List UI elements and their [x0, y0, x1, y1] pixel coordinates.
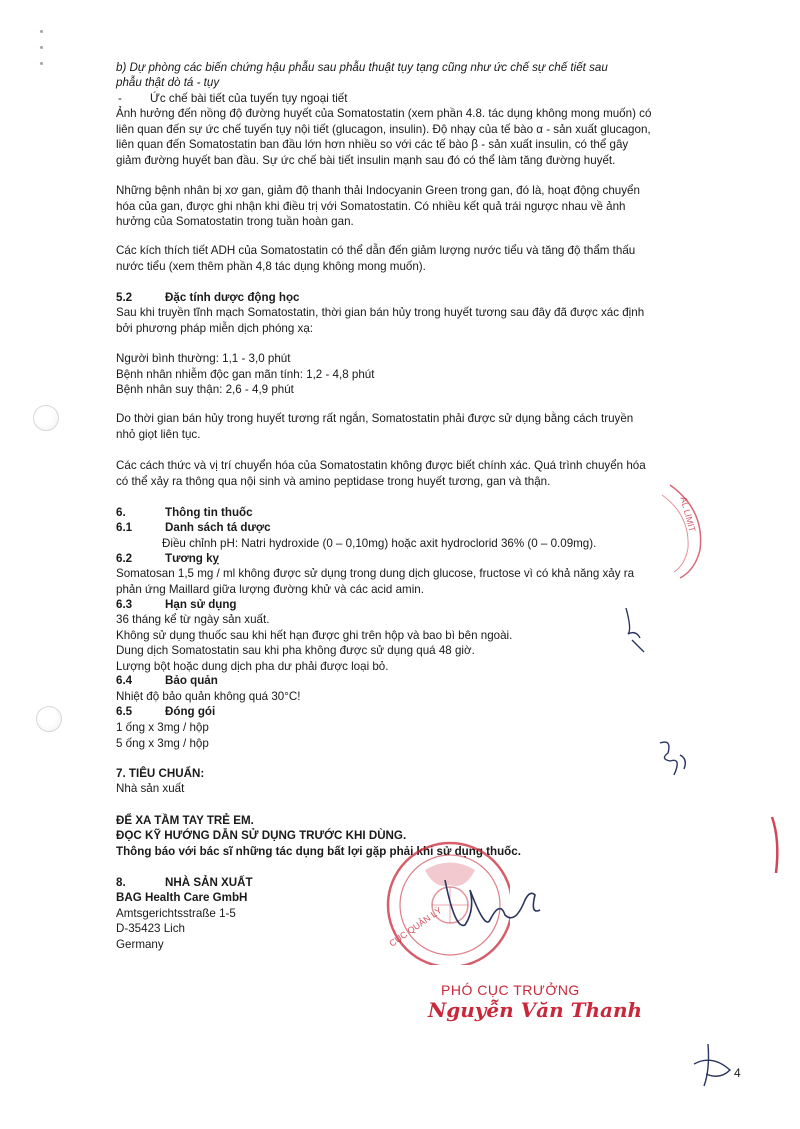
partial-company-stamp — [650, 480, 710, 580]
manufacturer-name: BAG Health Care GmbH — [116, 891, 248, 904]
initials-mark — [618, 600, 658, 660]
paragraph-cirrhosis — [116, 183, 738, 230]
red-edge-mark — [768, 815, 788, 875]
paragraph-pk-intro — [116, 305, 738, 336]
text-line: Dung dịch Somatostatin sau khi pha không được sử dụng quá 48 giờ. — [116, 644, 475, 657]
text-line: Somatosan 1,5 mg / ml không được sử dụng trong dung dịch glucose, fructose vì có khả năng xảy ra — [116, 567, 635, 580]
text-line: có thể xảy ra thông qua nội sinh và amino peptidase trong huyết tương, gan và thận. — [116, 474, 551, 488]
text-line: liên quan đến Somatostatin ban đầu lớn hơn nhiều so với các tế bào β - sản xuất insulin, có thể gây — [116, 138, 629, 151]
handwritten-signature — [430, 870, 550, 940]
partial-stamp-text: AL LIMIT — [678, 495, 698, 534]
section-6-2-title: Tương kỵ — [165, 552, 220, 565]
text-line: Bệnh nhân nhiễm độc gan mãn tính: 1,2 - 4,8 phút — [116, 367, 375, 381]
warning-keep-away: ĐỂ XA TẦM TAY TRẺ EM. — [116, 814, 254, 827]
text-line: hưởng của Somatostatin trong tuần hoàn gan. — [116, 215, 354, 228]
section-6-5-number: 6.5 — [116, 705, 133, 718]
section-b-title: b) Dự phòng các biến chứng hậu phẫu sau phẫu thuật tụy tạng cũng như ức chế sự chế tiết sau — [116, 61, 608, 74]
storage-text: Nhiệt độ bảo quản không quá 30°C! — [116, 690, 301, 703]
section-6-4-number: 6.4 — [116, 674, 133, 687]
paragraph-metabolism — [116, 458, 738, 489]
manufacturer-city: D-35423 Lich — [116, 922, 185, 935]
stamp-arc-text: CỤC QUẢN LÝ — [387, 905, 444, 949]
text-line: Các cách thức và vị trí chuyển hóa của Somatostatin không được biết chính xác. Quá trình chuyển hóa — [116, 459, 646, 472]
section-6-number: 6. — [116, 506, 126, 519]
initials-mark — [690, 1040, 740, 1090]
text-line: liên quan đến sự ức chế tuyến tụy nội tiết (glucagon, insulin). Độ nhạy của tế bào α - sản xuất glucagon, — [116, 122, 651, 136]
text-line: Không sử dụng thuốc sau khi hết hạn được ghi trên hộp và bao bì bên ngoài. — [116, 628, 513, 642]
warning-read-instructions: ĐỌC KỸ HƯỚNG DẪN SỬ DỤNG TRƯỚC KHI DÙNG. — [116, 829, 407, 842]
section-6-1-number: 6.1 — [116, 521, 133, 534]
bullet-text: Ức chế bài tiết của tuyến tụy ngoại tiết — [150, 92, 348, 105]
text-line: Lượng bột hoặc dung dịch pha dư phải được loại bỏ. — [116, 659, 389, 673]
stamp-position-title: PHÓ CỤC TRƯỞNG — [441, 982, 580, 998]
packaging-text — [116, 720, 738, 751]
section-5-2-number: 5.2 — [116, 291, 133, 304]
section-6-1-title: Danh sách tá dược — [165, 521, 271, 534]
section-7-text: Nhà sản xuất — [116, 782, 185, 795]
text-line: Các kích thích tiết ADH của Somatostatin có thể dẫn đến giảm lượng nước tiểu và tăng độ thẩm thấu — [116, 244, 636, 257]
text-line: Do thời gian bán hủy trong huyết tương rất ngắn, Somatostatin phải được sử dụng bằng cách truyền — [116, 412, 634, 425]
section-7-title: 7. TIÊU CHUẨN: — [116, 767, 205, 780]
excipients-text: Điều chỉnh pH: Natri hydroxide (0 – 0,10mg) hoặc axit hydroclorid 36% (0 – 0.09mg). — [162, 537, 597, 550]
section-b-title-cont: phẫu thật dò tá - tụy — [116, 76, 220, 89]
section-8-number: 8. — [116, 876, 126, 889]
stamp-official-name: Nguyễn Văn Thanh — [428, 998, 643, 1022]
manufacturer-street: Amtsgerichtsstraße 1-5 — [116, 907, 236, 920]
margin-dot — [40, 62, 43, 65]
margin-dot — [40, 30, 43, 33]
section-6-3-title: Hạn sử dụng — [165, 598, 237, 611]
manufacturer-country: Germany — [116, 938, 164, 951]
section-6-3-number: 6.3 — [116, 598, 133, 611]
section-6-5-title: Đóng gói — [165, 705, 216, 718]
text-line: Những bệnh nhân bị xơ gan, giảm độ thanh thải Indocyanin Green trong gan, đó là, hoạt động chuyển — [116, 184, 640, 197]
warning-notify-doctor: Thông báo với bác sĩ những tác dụng bất lợi gặp phải khi sử dụng thuốc. — [116, 845, 521, 858]
half-life-values — [116, 351, 738, 398]
paragraph-adh — [116, 243, 738, 274]
text-line: 5 ống x 3mg / hộp — [116, 736, 209, 750]
section-8-title: NHÀ SẢN XUẤT — [165, 876, 253, 889]
section-6-title: Thông tin thuốc — [165, 506, 253, 519]
section-6-4-title: Bảo quản — [165, 674, 218, 687]
text-line: Bệnh nhân suy thận: 2,6 - 4,9 phút — [116, 383, 294, 396]
text-line: hóa của gan, được ghi nhận khi điều trị với Somatostatin. Có nhiều kết quả trái ngược nhau về ảnh — [116, 199, 626, 213]
punch-hole — [33, 405, 59, 431]
page-number: 4 — [734, 1066, 741, 1080]
punch-hole — [36, 706, 62, 732]
paragraph-glucose — [116, 106, 738, 168]
margin-dot — [40, 46, 43, 49]
bullet-dash: - — [118, 92, 122, 105]
section-6-2-number: 6.2 — [116, 552, 133, 565]
text-line: phản ứng Maillard giữa lượng đường khử và các acid amin. — [116, 582, 424, 596]
text-line: giảm đường huyết ban đầu. Sự ức chế bài tiết insulin mạnh sau đó có thể làm tăng đường huyết. — [116, 153, 616, 167]
initials-mark — [650, 735, 700, 785]
section-5-2-title: Đặc tính dược động học — [165, 291, 300, 304]
text-line: Sau khi truyền tĩnh mạch Somatostatin, thời gian bán hủy trong huyết tương sau đây đã được xác định — [116, 306, 645, 319]
text-line: 36 tháng kể từ ngày sản xuất. — [116, 613, 270, 626]
text-line: nhỏ giọt liên tục. — [116, 427, 201, 441]
text-line: 1 ống x 3mg / hộp — [116, 721, 209, 734]
paragraph-infusion — [116, 411, 738, 442]
text-line: Người bình thường: 1,1 - 3,0 phút — [116, 352, 291, 365]
text-line: nước tiểu (xem thêm phần 4,8 tác dụng không mong muốn). — [116, 259, 426, 273]
incompatibility-text — [116, 566, 738, 597]
text-line: Ảnh hưởng đến nồng độ đường huyết của Somatostatin (xem phần 4.8. tác dụng không mong muốn) có — [116, 107, 652, 120]
text-line: bởi phương pháp miễn dịch phóng xạ: — [116, 321, 314, 335]
